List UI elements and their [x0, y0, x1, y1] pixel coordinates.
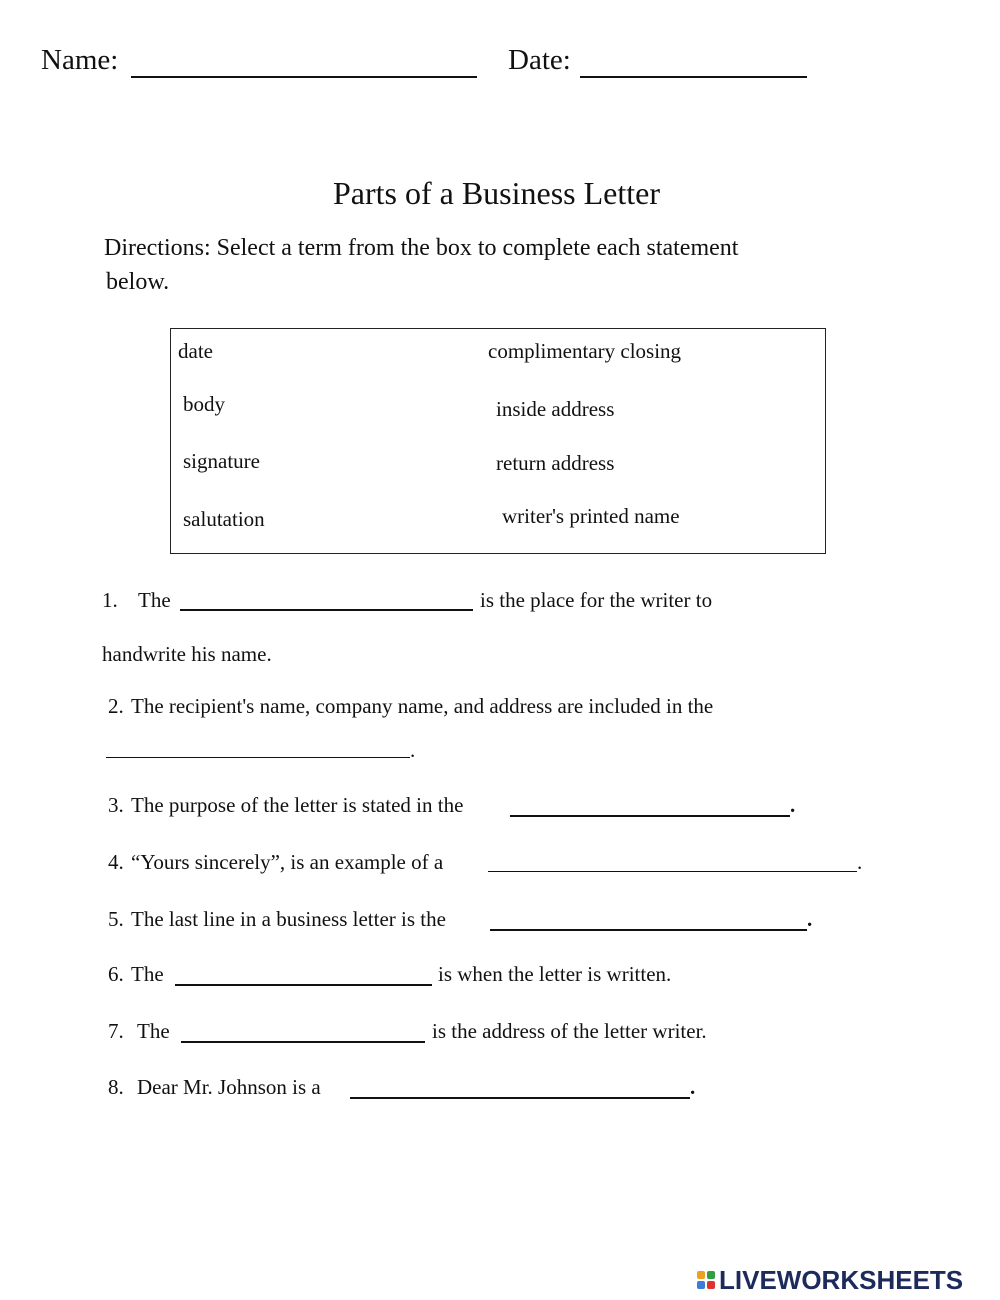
question-7-answer-blank[interactable]: [181, 1041, 425, 1043]
page-title: Parts of a Business Letter: [332, 175, 661, 211]
question-3-text-before: The purpose of the letter is stated in the: [131, 793, 464, 817]
question-5-number: 5.: [108, 907, 124, 931]
question-4-answer-blank[interactable]: [488, 871, 857, 872]
question-8-text-after: .: [690, 1075, 696, 1099]
logo-text: LIVEWORKSHEETS: [719, 1264, 964, 1295]
question-2-text-after: .: [410, 738, 416, 762]
date-input-line[interactable]: [580, 76, 807, 78]
question-4-number: 4.: [108, 850, 124, 874]
word-bank-term: body: [183, 392, 225, 416]
logo-mark-icon: [697, 1271, 715, 1289]
logo-square: [697, 1271, 705, 1279]
word-bank-term: signature: [183, 449, 260, 473]
question-7-number: 7.: [108, 1019, 124, 1043]
word-bank-term: inside address: [496, 397, 615, 421]
question-5-answer-blank[interactable]: [490, 929, 807, 931]
question-6-number: 6.: [108, 962, 124, 986]
question-1-text-before: The: [138, 588, 171, 612]
directions-line-1: Directions: Select a term from the box to complete each statement: [104, 235, 739, 261]
word-bank-term: writer's printed name: [502, 504, 680, 528]
question-1-continuation: handwrite his name.: [102, 642, 272, 666]
question-1-text-after: is the place for the writer to: [480, 588, 713, 612]
question-2-answer-blank[interactable]: [106, 757, 410, 758]
question-8-answer-blank[interactable]: [350, 1097, 690, 1099]
question-1-answer-blank[interactable]: [180, 609, 473, 611]
name-label: Name:: [41, 44, 119, 76]
date-label: Date:: [508, 44, 571, 76]
question-3-answer-blank[interactable]: [510, 815, 790, 817]
question-7-text-after: is the address of the letter writer.: [432, 1019, 707, 1043]
question-3-number: 3.: [108, 793, 124, 817]
directions-line-2: below.: [106, 269, 170, 295]
word-bank-term: return address: [496, 451, 615, 475]
name-input-line[interactable]: [131, 76, 477, 78]
question-6-answer-blank[interactable]: [175, 984, 432, 986]
word-bank-term: complimentary closing: [488, 339, 682, 363]
question-5-text-before: The last line in a business letter is the: [131, 907, 446, 931]
logo-square: [697, 1281, 705, 1289]
question-1-number: 1.: [102, 588, 118, 612]
logo-square: [707, 1281, 715, 1289]
question-8-number: 8.: [108, 1075, 124, 1099]
question-3-text-after: .: [790, 793, 796, 817]
liveworksheets-logo: [697, 1265, 963, 1295]
question-2-text-before: The recipient's name, company name, and address are included in the: [131, 694, 714, 718]
question-8-text-before: Dear Mr. Johnson is a: [137, 1075, 321, 1099]
question-2-number: 2.: [108, 694, 124, 718]
question-4-text-before: “Yours sincerely”, is an example of a: [131, 850, 444, 874]
question-6-text-after: is when the letter is written.: [438, 962, 672, 986]
question-6-text-before: The: [131, 962, 164, 986]
word-bank-term: date: [178, 339, 213, 363]
question-4-text-after: .: [857, 850, 863, 874]
word-bank-term: salutation: [183, 507, 265, 531]
question-5-text-after: .: [807, 907, 813, 931]
logo-square: [707, 1271, 715, 1279]
question-7-text-before: The: [137, 1019, 170, 1043]
